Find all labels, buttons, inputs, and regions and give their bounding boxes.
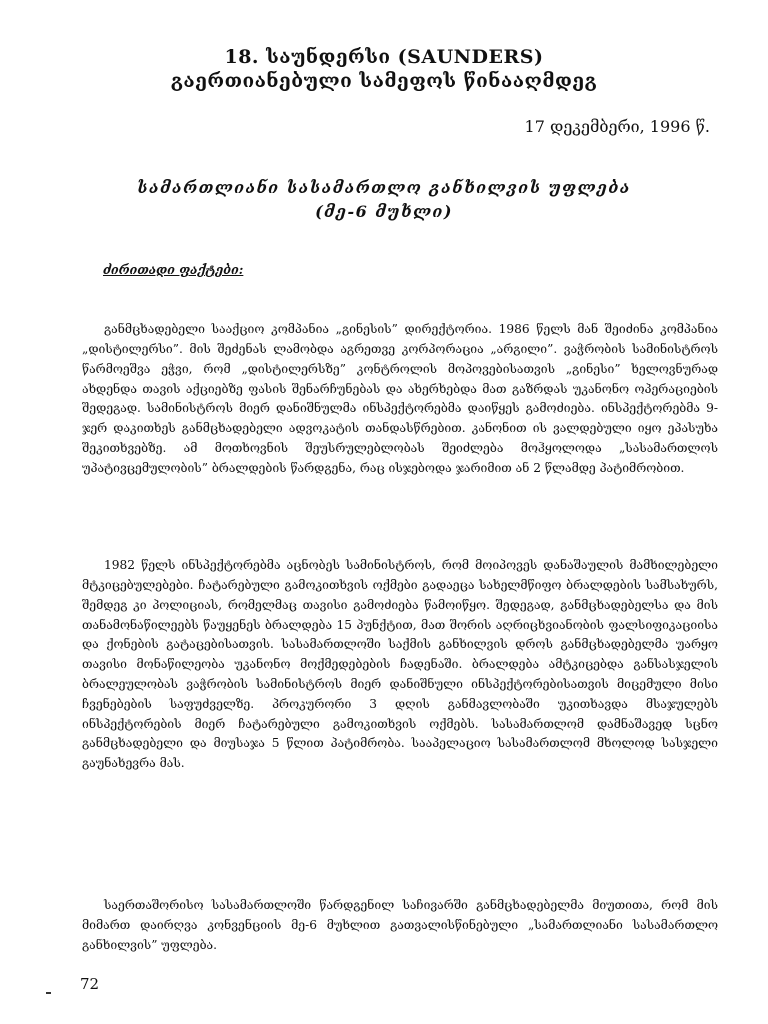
judgment-date: 17 დეკემბერი, 1996 წ.: [524, 117, 710, 136]
paragraph-facts-1: განმცხადებელი სააქციო კომპანია „გინესის” დირექტორია. 1986 წელს მან შეიძინა კომპანია „დისტილერსი”. მის შეძენას ლამობდა აგრეთვე კორპორაცია „არგილი”. ვაჭრობის სამინისტროს წარმოეშვა ეჭვი, რომ „დისტილერსზე” კონტროლის მოპოვებისათვის „გინესი” ხელოვნურად ახდენდა თავის აქციებზე ფასის შენარჩუნებას და ახერხებდა მათ გაზრდას უკანონო ოპერაციების შედეგად. სამინისტროს მიერ დანიშნულმა ინსპექტორებმა დაიწყეს გამოძიება. ინსპექტორებმა 9-ჯერ დაკითხეს განმცხადებელი ადვოკატის თანდასწრებით. კანონით ის ვალდებული იყო ეპასუხა შეკითხვებზე. ამ მოთხოვნის შეუსრულებლობას შეიძლება მოჰყოლოდა „სასამართლოს უპატივცემულობის” ბრალდების წარდგენა, რაც ისჯებოდა ჯარიმით ან 2 წლამდე პატიმრობით.: [82, 322, 718, 475]
section-heading: ძირითადი ფაქტები:: [103, 262, 244, 277]
right-title: სამართლიანი სასამართლო განხილვის უფლება: [137, 178, 631, 197]
case-title-respondent: გაერთიანებული სამეფოს წინააღმდეგ: [170, 70, 598, 92]
paragraph-complaint: საერთაშორისო სასამართლოში წარდგენილ საჩივარში განმცხადებელმა მიუთითა, რომ მის მიმართ დაირღვა კონვენციის მე-6 მუხლით გათვალისწინებული „სამართლიანი სასამართლო განხილვის” უფლება.: [82, 898, 718, 952]
page-number: 72: [80, 975, 100, 993]
paragraph-facts-2: 1982 წელს ინსპექტორებმა აცნობეს სამინისტროს, რომ მოიპოვეს დანაშაულის მამხილებელი მტკიცებულებები. ჩატარებული გამოკითხვის ოქმები გადაეცა სახელმწიფო ბრალდების სამსახურს, შემდეგ კი პოლიციას, რომელმაც თავისი გამოძიება წამოიწყო. შედეგად, განმცხადებელსა და მის თანამონაწილეებს წაუყენეს ბრალდება 15 პუნქტით, მათ შორის აღრიცხვიანობის ფალსიფიკაციისა და ქონების გატაცებისათვის. სასამართლოში საქმის განხილვის დროს განმცხადებელმა უარყო თავისი მონაწილეობა უკანონო მოქმედებების ჩადენაში. ბრალდება ამტკიცებდა განსასჯელის ბრალეულობას ვაჭრობის სამინისტროს მიერ დანიშნული ინსპექტორებისათვის მიცემული მისი ჩვენებების საფუძველზე. პროკურორი 3 დღის განმავლობაში უკითხავდა მსაჯულებს ინსპექტორების მიერ ჩატარებული გამოკითხვის ოქმებს. სასამართლომ დამნაშავედ სცნო განმცხადებელი და მიუსაჯა 5 წლით პატიმრობა. სააპელაციო სასამართლომ მხოლოდ სასჯელი გაუნახევრა მას.: [82, 558, 718, 771]
case-title: 18. საუნდერსი (SAUNDERS): [224, 46, 544, 68]
article-reference: (მე-6 მუხლი): [315, 202, 453, 221]
scan-mark: [46, 992, 51, 994]
